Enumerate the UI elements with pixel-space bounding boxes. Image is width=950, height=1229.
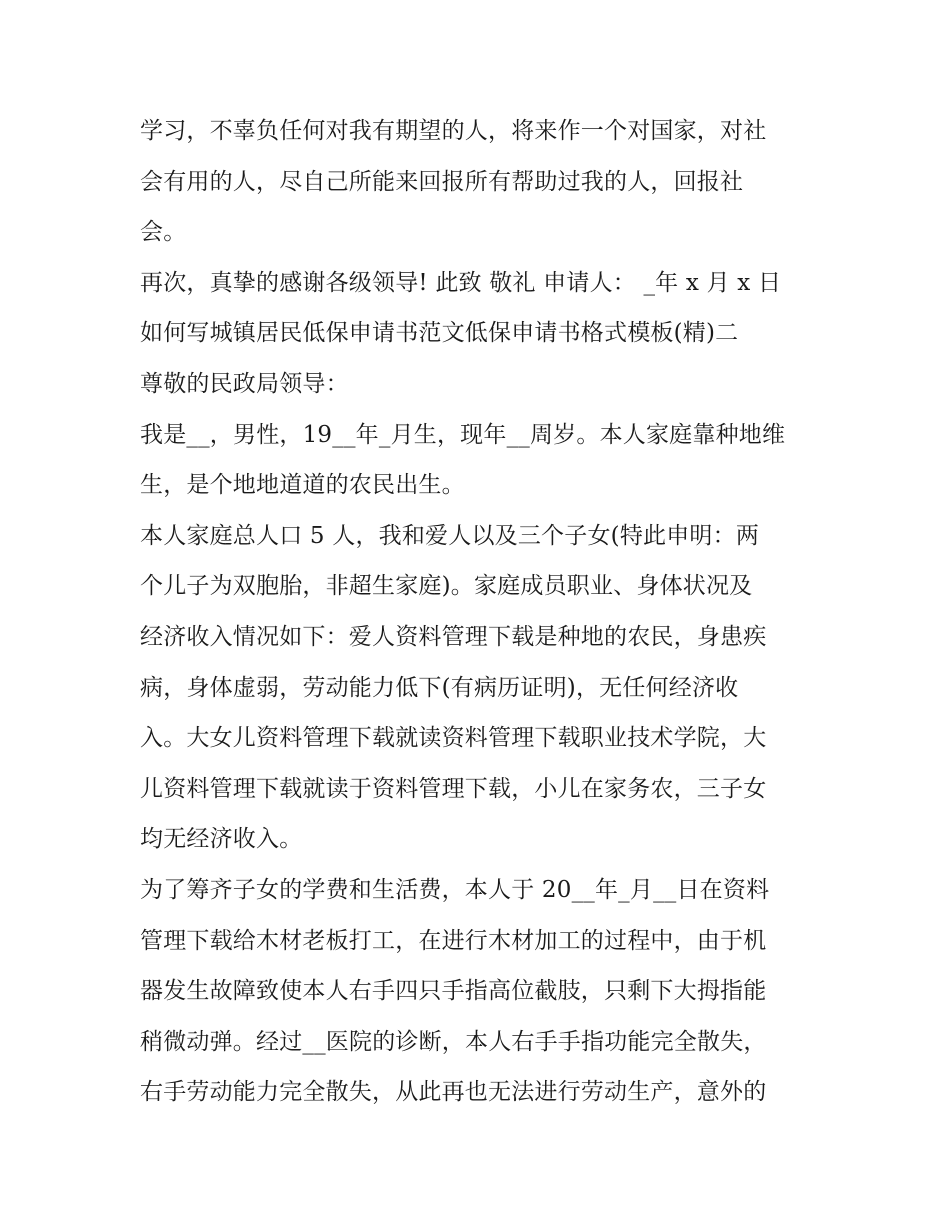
text-line: 本人家庭总人口 5 人，我和爱人以及三个子女(特此申明：两	[140, 522, 760, 549]
closing-line: 再次，真挚的感谢各级领导! 此致 敬礼 申请人： _年 x 月 x 日	[140, 269, 782, 296]
text-line: 生，是个地地道道的农民出生。	[140, 472, 465, 499]
text-line: 个儿子为双胞胎，非超生家庭)。家庭成员职业、身体状况及	[140, 573, 753, 600]
salutation: 尊敬的民政局领导：	[140, 370, 349, 397]
text-line: 为了筹齐子女的学费和生活费，本人于 20__年_月__日在资料	[140, 876, 770, 903]
text-line: 会。	[140, 219, 187, 246]
text-line: 经济收入情况如下：爱人资料管理下载是种地的农民，身患疾	[140, 623, 767, 650]
text-line: 学习，不辜负任何对我有期望的人，将来作一个对国家，对社	[140, 118, 767, 144]
text-line: 右手劳动能力完全散失，从此再也无法进行劳动生产，意外的	[140, 1079, 767, 1106]
text-line: 器发生故障致使本人右手四只手指高位截肢，只剩下大拇指能	[140, 978, 767, 1005]
text-line: 病，身体虚弱，劳动能力低下(有病历证明)，无任何经济收	[140, 674, 739, 701]
body-text	[140, 106, 820, 1118]
document-title: 如何写城镇居民低保申请书范文低保申请书格式模板(精)二	[140, 320, 739, 347]
text-line: 我是__，男性，19__年_月生，现年__周岁。本人家庭靠种地维	[140, 421, 786, 448]
text-line: 稍微动弹。经过__医院的诊断，本人右手手指功能完全散失，	[140, 1028, 767, 1055]
text-line: 儿资料管理下载就读于资料管理下载，小儿在家务农，三子女	[140, 775, 767, 802]
text-line: 入。大女儿资料管理下载就读资料管理下载职业技术学院，大	[140, 725, 767, 752]
text-line: 管理下载给木材老板打工，在进行木材加工的过程中，由于机	[140, 927, 767, 954]
text-line: 会有用的人，尽自己所能来回报所有帮助过我的人，回报社	[140, 168, 744, 195]
text-line: 均无经济收入。	[140, 826, 303, 853]
